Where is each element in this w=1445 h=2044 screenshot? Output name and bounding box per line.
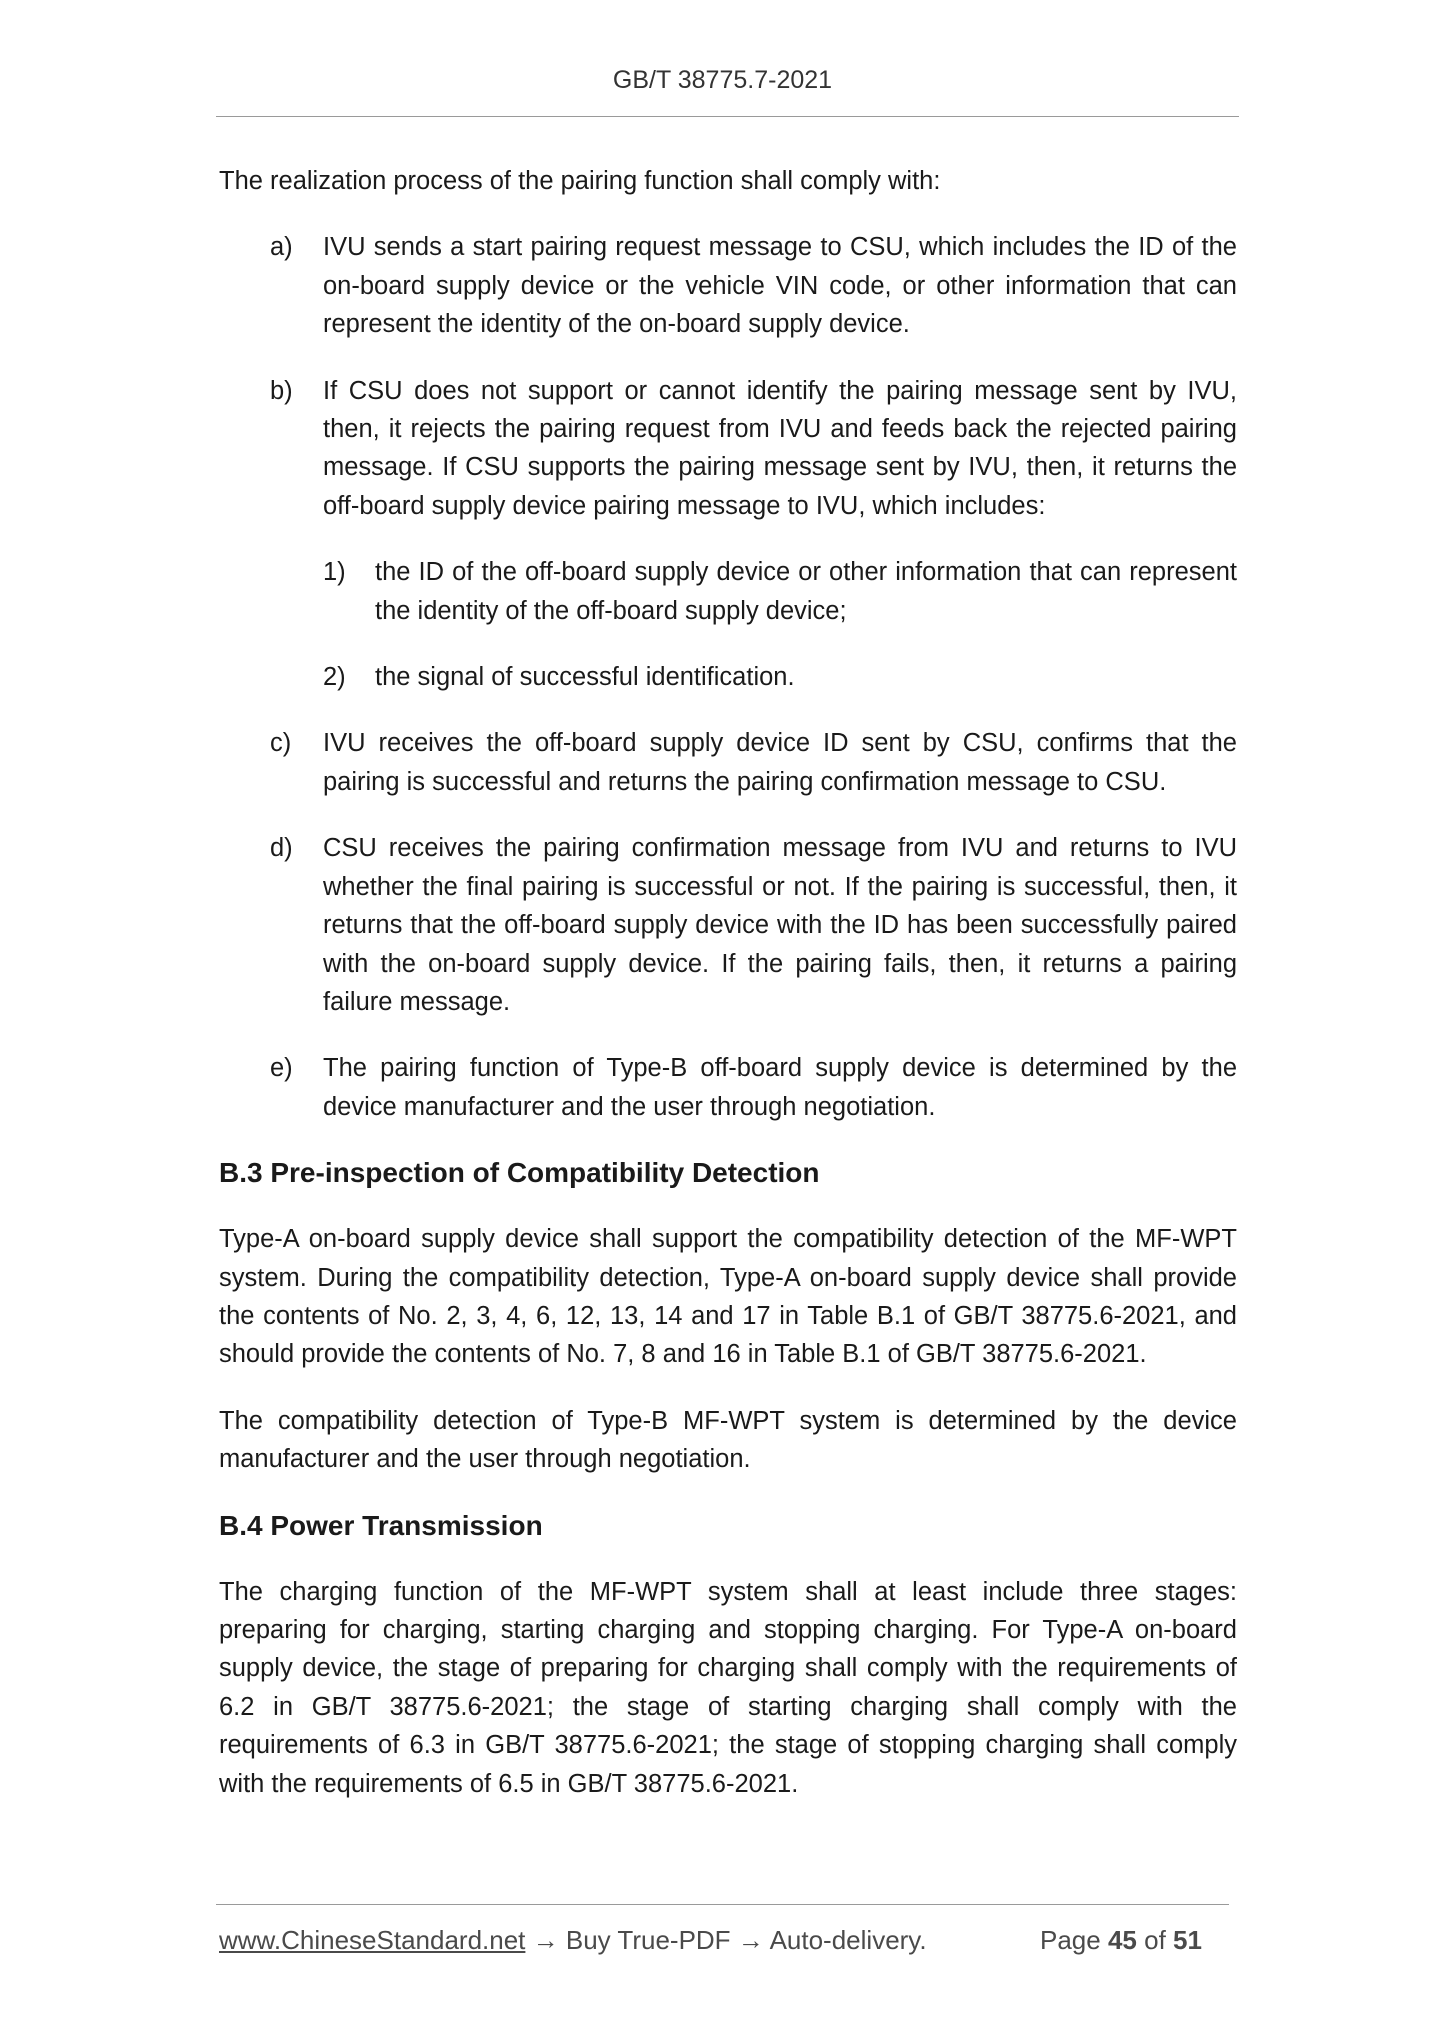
- page-indicator: [1040, 1925, 1202, 1956]
- list-label: c): [270, 729, 292, 758]
- sub-label: 2): [323, 663, 346, 692]
- list-item-c: [219, 724, 1237, 801]
- intro-paragraph: The realization process of the pairing function shall comply with:: [219, 167, 941, 195]
- of-label: of: [1144, 1925, 1166, 1955]
- list-item-text: If CSU does not support or cannot identify the pairing message sent by IVU, then, it rejects the pairing request from IVU and feeds back the rejected pairing message. If CSU supports the pairing message sent by IVU, then, it returns the off-board supply device pairing message to IVU, which includes:: [323, 376, 1237, 520]
- b4-paragraph-1: The charging function of the MF-WPT system shall at least include three stages: preparing for charging, starting charging and stopping charging. For Type-A on-board supply device, the stage of preparing for charging shall comply with the requirements of 6.2 in GB/T 38775.6-2021; the stage of starting charging shall comply with the requirements of 6.3 in GB/T 38775.6-2021; the stage of stopping charging shall comply with the requirements of 6.5 in GB/T 38775.6-2021.: [219, 1577, 1237, 1798]
- page-number: 45: [1107, 1925, 1137, 1955]
- footer-tagline: → Buy True-PDF → Auto-delivery.: [525, 1925, 927, 1955]
- b3-paragraph-2: The compatibility detection of Type-B MF-WPT system is determined by the device manufacturer and the user through negotiation.: [219, 1406, 1237, 1474]
- page-label: Page: [1040, 1925, 1101, 1955]
- sub-item-1: [219, 553, 1237, 630]
- footer-divider: [216, 1904, 1229, 1905]
- document-code-header: GB/T 38775.7-2021: [612, 66, 833, 94]
- page-body: [219, 162, 1237, 1831]
- list-item-e: [219, 1049, 1237, 1126]
- sub-item-2: [219, 658, 1237, 696]
- sub-item-text: the signal of successful identification.: [375, 663, 795, 692]
- list-item-text: CSU receives the pairing confirmation message from IVU and returns to IVU whether the final pairing is successful or not. If the pairing is successful, then, it returns that the off-board supply device with the ID has been successfully paired with the on-board supply device. If the pairing fails, then, it returns a pairing failure message.: [323, 834, 1237, 1016]
- section-heading-b3: B.3 Pre-inspection of Compatibility Detection: [219, 1157, 820, 1189]
- list-item-text: IVU receives the off-board supply device ID sent by CSU, confirms that the pairing is successful and returns the pairing confirmation message to CSU.: [323, 729, 1237, 796]
- list-label: b): [270, 376, 293, 405]
- sub-label: 1): [323, 558, 346, 587]
- header-divider: [216, 116, 1239, 117]
- list-item-d: [219, 829, 1237, 1021]
- sub-item-text: the ID of the off-board supply device or other information that can represent the identity of the off-board supply device;: [375, 558, 1237, 625]
- b3-paragraph-1: Type-A on-board supply device shall support the compatibility detection of the MF-WPT system. During the compatibility detection, Type-A on-board supply device shall provide the contents of No. 2, 3, 4, 6, 12, 13, 14 and 17 in Table B.1 of GB/T 38775.6-2021, and should provide the contents of No. 7, 8 and 16 in Table B.1 of GB/T 38775.6-2021.: [219, 1225, 1237, 1369]
- footer-promo: [219, 1925, 927, 1956]
- list-item-text: The pairing function of Type-B off-board supply device is determined by the device manufacturer and the user through negotiation.: [323, 1054, 1237, 1121]
- list-label: a): [270, 233, 293, 262]
- list-item-text: IVU sends a start pairing request message to CSU, which includes the ID of the on-board supply device or the vehicle VIN code, or other information that can represent the identity of the on-board supply device.: [323, 233, 1237, 339]
- website-link[interactable]: www.ChineseStandard.net: [219, 1925, 526, 1955]
- list-item-b: [219, 372, 1237, 526]
- list-item-a: [219, 228, 1237, 343]
- page-total: 51: [1173, 1925, 1202, 1955]
- list-label: e): [270, 1054, 293, 1083]
- section-heading-b4: B.4 Power Transmission: [219, 1509, 543, 1541]
- list-label: d): [270, 834, 293, 863]
